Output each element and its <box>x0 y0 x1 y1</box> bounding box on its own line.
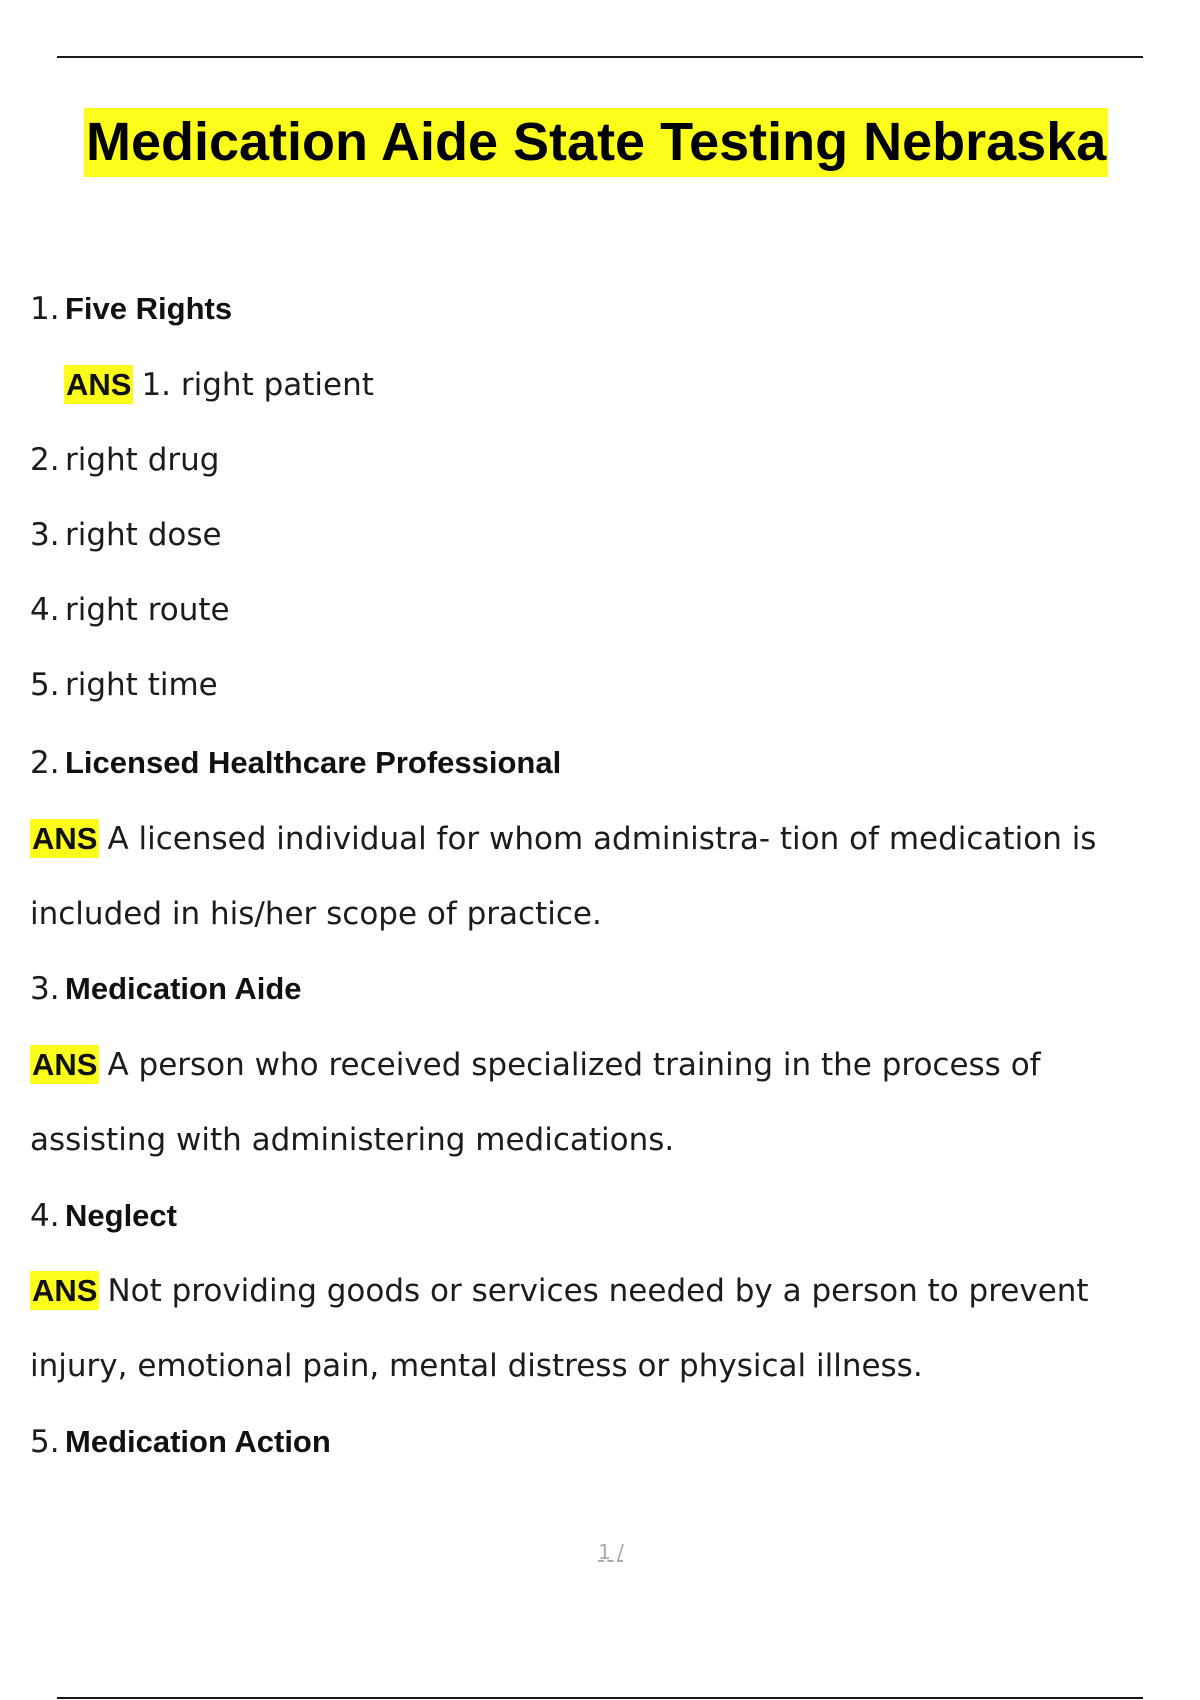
list-item-number: 2. <box>30 442 60 478</box>
ans-highlight-label: ANS <box>32 1047 98 1082</box>
question-label: Neglect <box>65 1198 177 1233</box>
ans-highlight-label: ANS <box>32 821 98 856</box>
answer-3-line-1 <box>30 1045 1041 1085</box>
answer-1 <box>64 365 374 405</box>
list-item-text: right dose <box>65 517 222 553</box>
question-number: 4. <box>30 1198 60 1234</box>
list-item <box>30 440 219 480</box>
answer-2-line-2 <box>30 894 602 934</box>
list-item-text: right route <box>65 592 230 628</box>
ans-highlight-label: ANS <box>66 367 132 402</box>
answer-4-line-1 <box>30 1271 1089 1311</box>
list-item-number: 4. <box>30 592 60 628</box>
question-2 <box>30 743 561 783</box>
question-1 <box>30 289 232 329</box>
bottom-divider <box>57 1697 1143 1699</box>
question-4 <box>30 1196 177 1236</box>
question-label: Licensed Healthcare Professional <box>65 745 562 780</box>
question-5 <box>30 1422 331 1462</box>
list-item <box>30 590 230 630</box>
answer-text: included in his/her scope of practice. <box>30 896 602 932</box>
document-title: Medication Aide State Testing Nebraska <box>84 108 1108 177</box>
question-number: 1. <box>30 291 60 327</box>
answer-4-line-2 <box>30 1346 923 1386</box>
answer-text: A licensed individual for whom administra- tion of medication is <box>107 821 1097 857</box>
question-number: 5. <box>30 1424 60 1460</box>
list-item-text: right time <box>65 667 218 703</box>
page-number: 1 / <box>598 1540 624 1564</box>
question-number: 2. <box>30 745 60 781</box>
question-label: Five Rights <box>65 291 233 326</box>
list-item-number: 5. <box>30 667 60 703</box>
top-divider <box>57 56 1143 58</box>
list-item-text: right drug <box>65 442 220 478</box>
question-3 <box>30 969 302 1009</box>
answer-3-line-2 <box>30 1120 674 1160</box>
list-item-number: 3. <box>30 517 60 553</box>
answer-text: injury, emotional pain, mental distress or physical illness. <box>30 1348 923 1384</box>
answer-2-line-1 <box>30 819 1096 859</box>
question-label: Medication Action <box>65 1424 331 1459</box>
list-item <box>30 515 222 555</box>
ans-highlight-label: ANS <box>32 1273 98 1308</box>
answer-text: assisting with administering medications. <box>30 1122 675 1158</box>
question-label: Medication Aide <box>65 971 302 1006</box>
question-number: 3. <box>30 971 60 1007</box>
list-item <box>30 665 218 705</box>
answer-text: A person who received specialized training in the process of <box>107 1047 1041 1083</box>
answer-text: 1. right patient <box>141 367 374 403</box>
answer-text: Not providing goods or services needed by a person to prevent <box>107 1273 1089 1309</box>
